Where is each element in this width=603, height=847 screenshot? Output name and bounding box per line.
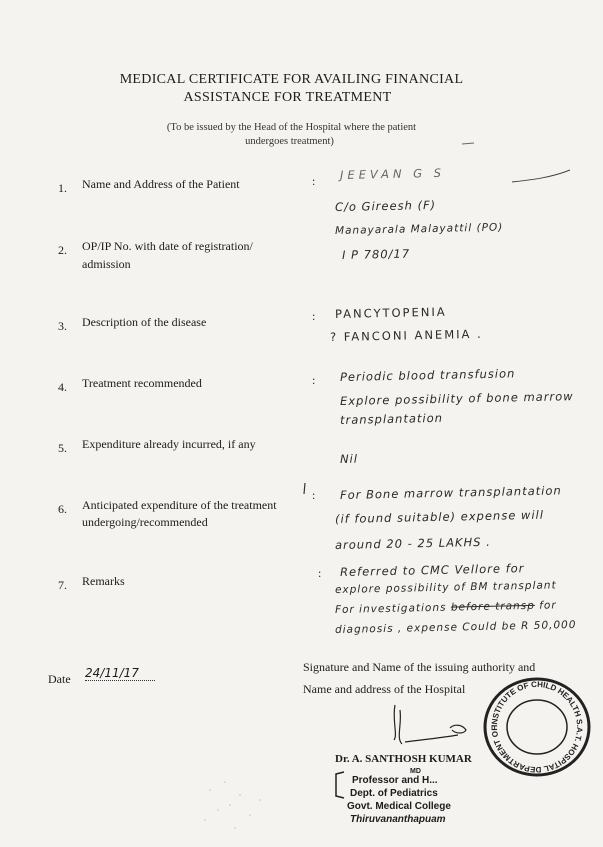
stray-dash-mark xyxy=(460,138,480,148)
remarks-line-3 xyxy=(335,599,557,616)
hospital-seal xyxy=(480,675,595,780)
doctor-degree: MD xyxy=(410,768,421,775)
doctor-name: Dr. A. SANTHOSH KUMAR xyxy=(335,753,472,765)
disease-line-1: PANCYTOPENIA xyxy=(334,304,447,321)
stray-tick-mark xyxy=(300,482,310,496)
item-3-colon: : xyxy=(312,309,316,323)
signature-caption-line-1: Signature and Name of the issuing authority and xyxy=(303,660,536,674)
item-4-number: 4. xyxy=(58,380,67,394)
item-5-number: 5. xyxy=(58,441,67,455)
ip-number: I P 780/17 xyxy=(341,246,411,262)
item-2-label-line-1: OP/IP No. with date of registration/ xyxy=(82,239,253,253)
treatment-line-2: Explore possibility of bone marrow xyxy=(339,389,574,408)
item-4-colon: : xyxy=(312,373,316,387)
subtitle-line-2: undergoes treatment) xyxy=(245,136,334,147)
anticipated-line-2: (if found suitable) expense will xyxy=(334,507,545,526)
subtitle-line-1: (To be issued by the Head of the Hospital where the patient xyxy=(166,122,417,133)
item-6-number: 6. xyxy=(58,502,67,516)
item-1-number: 1. xyxy=(58,181,67,195)
item-6-colon: : xyxy=(312,488,316,502)
remarks-line-2: explore possibility of BM transplant xyxy=(334,579,557,596)
title-line-1: MEDICAL CERTIFICATE FOR AVAILING FINANCIAL xyxy=(119,72,464,87)
item-4-label: Treatment recommended xyxy=(82,376,202,390)
item-7-number: 7. xyxy=(58,578,67,592)
item-1-colon: : xyxy=(312,174,316,188)
seal-text: INSTITUTE OF CHILD HEALTH S.A.T. HOSPITAL DEPARTMENT OF xyxy=(489,679,585,775)
item-5-label: Expenditure already incurred, if any xyxy=(82,437,256,451)
seal-graphic xyxy=(480,675,595,780)
treatment-line-3: transplantation xyxy=(339,410,444,427)
item-7-label: Remarks xyxy=(82,574,125,588)
doctor-college: Govt. Medical College xyxy=(347,801,451,812)
signature-caption-line-2: Name and address of the Hospital xyxy=(303,682,466,696)
item-1-label: Name and Address of the Patient xyxy=(82,177,240,191)
remarks-line-3b: for xyxy=(539,599,557,612)
anticipated-line-3: around 20 - 25 LAKHS . xyxy=(334,534,491,552)
treatment-line-1: Periodic blood transfusion xyxy=(339,366,516,384)
item-3-label: Description of the disease xyxy=(82,315,207,329)
faint-stamp-smudge xyxy=(190,770,280,840)
patient-address-line-2: Manayarala Malayattil (PO) xyxy=(334,221,504,237)
item-3-number: 3. xyxy=(58,319,67,333)
item-6-label-line-2: undergoing/recommended xyxy=(82,515,208,529)
title-line-2: ASSISTANCE FOR TREATMENT xyxy=(183,90,392,105)
remarks-line-3a: For investigations xyxy=(334,601,447,616)
item-2-label-line-2: admission xyxy=(82,257,131,271)
doctor-city: Thiruvananthapuam xyxy=(350,814,446,825)
patient-address-line-1: C/o Gireesh (F) xyxy=(334,197,437,214)
remarks-line-4: diagnosis , expense Could be R 50,000 xyxy=(334,618,577,636)
expenditure-incurred-value: Nil xyxy=(339,451,359,466)
date-label: Date xyxy=(48,672,71,686)
item-2-number: 2. xyxy=(58,243,67,257)
stamp-bracket xyxy=(330,770,350,800)
remarks-line-1: Referred to CMC Vellore for xyxy=(339,561,525,579)
date-value: 24/11/17 xyxy=(85,666,155,681)
disease-line-2: ? FANCONI ANEMIA . xyxy=(329,326,483,344)
doctor-department: Dept. of Pediatrics xyxy=(350,788,438,799)
item-7-colon: : xyxy=(318,566,322,580)
anticipated-line-1: For Bone marrow transplantation xyxy=(339,483,562,502)
item-6-label-line-1: Anticipated expenditure of the treatment xyxy=(82,498,277,512)
stray-pen-mark xyxy=(510,168,580,188)
doctor-title: Professor and H... xyxy=(352,775,438,786)
patient-name: JEEVAN G S xyxy=(339,165,446,182)
signature-scribble xyxy=(380,700,480,750)
remarks-struck-text: before transp xyxy=(450,599,536,614)
